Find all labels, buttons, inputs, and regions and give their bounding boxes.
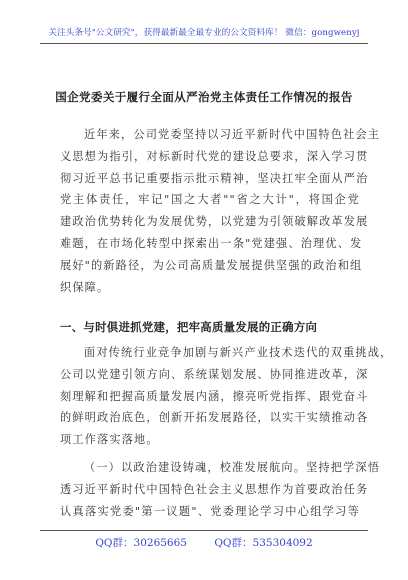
- paragraph-line: 党主体责任，牢记"国之大者""省之大计"，将国企党: [60, 193, 360, 207]
- paragraph-line: 义思想为指引，对标新时代党的建设总要求，深入学习贯: [60, 149, 369, 163]
- paragraph-line: 透习近平新时代中国特色社会主义思想作为首要政治任务: [60, 482, 369, 496]
- section-heading: 一、与时俱进抓党建，把牢高质量发展的正确方向: [60, 320, 318, 334]
- paragraph-line: 彻习近平总书记重要指示批示精神，坚决扛牢全面从严治: [60, 171, 369, 185]
- paragraph-line: 项工作落实落地。: [60, 433, 159, 447]
- body-paragraph-3: [60, 457, 381, 522]
- paragraph-line: 展好"的新路径，为公司高质量发展提供坚强的政治和组: [60, 258, 363, 272]
- paragraph-line: 建政治优势转化为发展优势，以党建为引领破解改革发展: [60, 215, 369, 229]
- paragraph-line: 难题，在市场化转型中探索出一条"党建强、治理优、发: [60, 236, 363, 250]
- paragraph-line: （一）以政治建设铸魂，校准发展航向。坚持把学深悟: [84, 461, 381, 474]
- paragraph-line: 认真落实党委"第一议题"、党委理论学习中心组学习等: [60, 504, 360, 518]
- footer: [0, 535, 408, 550]
- body-paragraph-2: [60, 342, 393, 451]
- paragraph-line: 面对传统行业竞争加剧与新兴产业技术迭代的双重挑战，: [84, 346, 393, 359]
- paragraph-line: 织保障。: [60, 280, 110, 294]
- paragraph-line: 的鲜明政治底色，创新开拓发展路径，以实干实绩推动各: [60, 411, 369, 425]
- footer-qq-group-1: QQ群：30265665: [95, 537, 187, 549]
- header-divider: [40, 43, 368, 44]
- header-banner: 关注头条号"公文研究"，获得最新最全最专业的公文资料库！ 微信：gongwenyj: [48, 28, 360, 38]
- paragraph-line: 近年来，公司党委坚持以习近平新时代中国特色社会主: [84, 128, 381, 141]
- document-title: 国企党委关于履行全面从严治党主体责任工作情况的报告: [55, 90, 353, 104]
- footer-qq-group-2: QQ群：535304092: [214, 537, 313, 549]
- paragraph-line: 刻理解和把握高质量发展内涵，擦亮听党指挥、跟党奋斗: [60, 389, 369, 403]
- paragraph-line: 公司以党建引领方向、系统谋划发展、协同推进改革，深: [60, 367, 369, 381]
- footer-divider: [40, 530, 368, 531]
- body-paragraph-1: [60, 124, 381, 298]
